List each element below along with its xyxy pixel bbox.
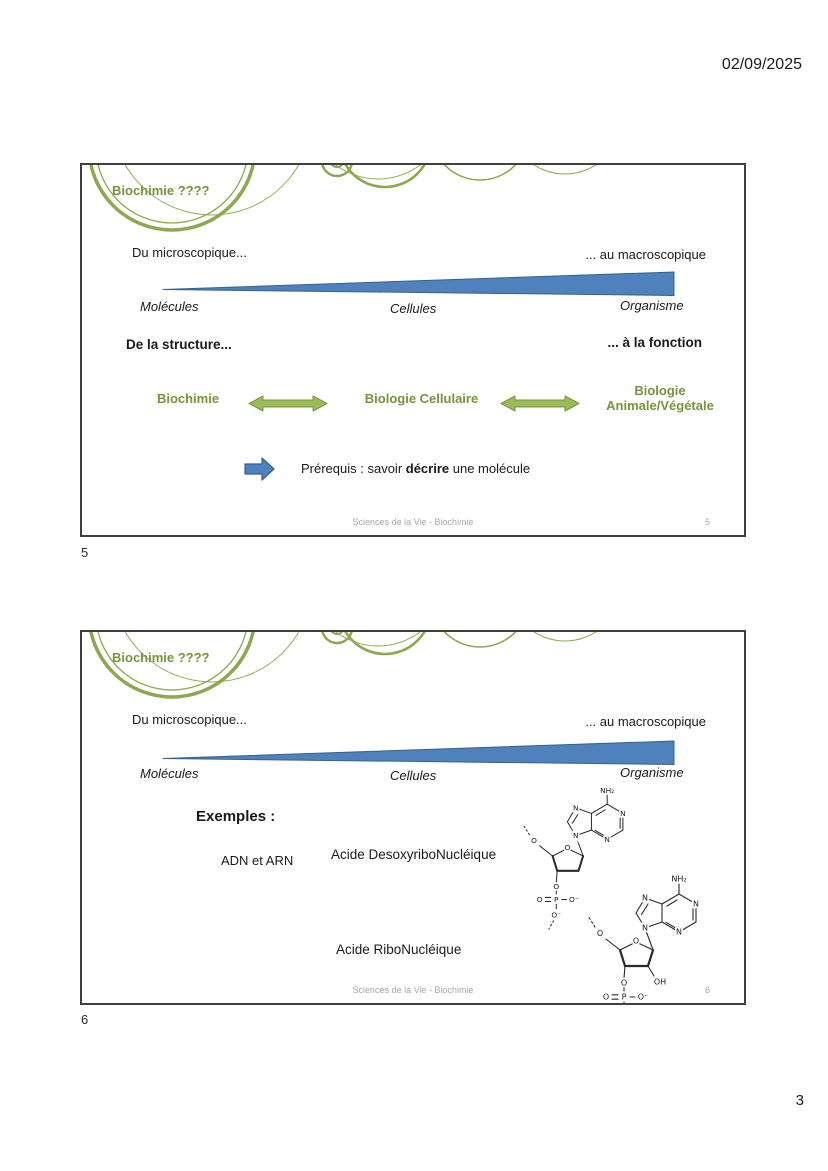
double-arrow-icon [248, 395, 328, 412]
rna-structure-figure: NH₂ N N N N O O OH O P O O⁻ O⁻ [587, 870, 722, 1005]
atom-label: O [632, 936, 640, 946]
slide-footer-text: Sciences de la Vie - Biochimie [352, 517, 474, 527]
atom-label: N [693, 899, 699, 909]
scale-label-molecules: Molécules [140, 299, 199, 314]
slide-footer-text: Sciences de la Vie - Biochimie [352, 985, 474, 995]
field-biologie-animale-vegetale: Biologie Animale/Végétale [606, 383, 714, 413]
scale-wedge [160, 739, 680, 767]
atom-label: O [536, 894, 543, 904]
atom-label: O⁻ [569, 894, 579, 904]
examples-heading: Exemples : [196, 808, 276, 825]
prerequis-suffix: une molécule [449, 461, 531, 476]
rna-name-label: Acide RiboNucléique [336, 942, 462, 957]
blue-arrow-icon [244, 457, 275, 481]
scale-wedge [160, 270, 680, 298]
prerequis-text [301, 461, 530, 476]
slide-6 [80, 630, 746, 1019]
field-biologie-cellulaire: Biologie Cellulaire [364, 391, 479, 406]
micro-label: Du microscopique... [132, 712, 247, 727]
scale-label-cellules: Cellules [390, 301, 437, 316]
macro-label: ... au macroscopique [585, 247, 706, 262]
atom-label: N [572, 803, 579, 813]
slide-title: Biochimie ???? [112, 650, 210, 665]
page-number: 3 [795, 1092, 804, 1109]
scale-label-organisme: Organisme [620, 765, 684, 780]
atom-label: O⁻ [551, 910, 562, 920]
green-swirl-decoration [82, 632, 746, 717]
handout-number-6: 6 [81, 1012, 89, 1027]
atom-label: O [553, 882, 560, 892]
double-arrow-icon [500, 395, 580, 412]
date-label: 02/09/2025 [721, 56, 802, 73]
atom-label: P [554, 894, 559, 904]
adn-arn-label: ADN et ARN [221, 853, 294, 868]
atom-label: N [620, 808, 626, 818]
scale-label-cellules: Cellules [390, 768, 437, 783]
atom-label: O [596, 929, 604, 938]
atom-label: N [676, 927, 682, 937]
green-swirl-decoration [82, 165, 746, 250]
slide-page-number: 6 [704, 985, 710, 995]
atom-label: O [564, 843, 571, 853]
slide-page-number: 5 [704, 517, 710, 527]
atom-label: N [642, 893, 648, 903]
atom-label: NH₂ [671, 874, 687, 884]
atom-label: O⁻ [637, 992, 649, 1002]
atom-label: N [572, 831, 579, 841]
slide-5 [80, 163, 746, 537]
prerequis-bold: décrire [405, 461, 450, 476]
atom-label: N [604, 834, 610, 844]
atom-label: O [531, 836, 538, 846]
prerequis-prefix: Prérequis : savoir [301, 461, 406, 476]
handout-number-5: 5 [81, 545, 89, 560]
slide-title: Biochimie ???? [112, 183, 210, 198]
scale-label-organisme: Organisme [620, 298, 684, 313]
atom-label: O [602, 992, 610, 1002]
scale-label-molecules: Molécules [140, 766, 199, 781]
dna-name-label: Acide DesoxyriboNucléique [331, 847, 497, 862]
atom-label: P [621, 992, 627, 1002]
atom-label: O [620, 978, 628, 988]
fonction-label: ... à la fonction [607, 335, 702, 350]
atom-label: NH₂ [600, 785, 615, 795]
micro-label: Du microscopique... [132, 245, 247, 260]
atom-label: N [642, 923, 648, 933]
field-biochimie: Biochimie [156, 391, 220, 406]
structure-label: De la structure... [126, 337, 232, 352]
atom-label: OH [653, 977, 667, 987]
macro-label: ... au macroscopique [585, 714, 706, 729]
